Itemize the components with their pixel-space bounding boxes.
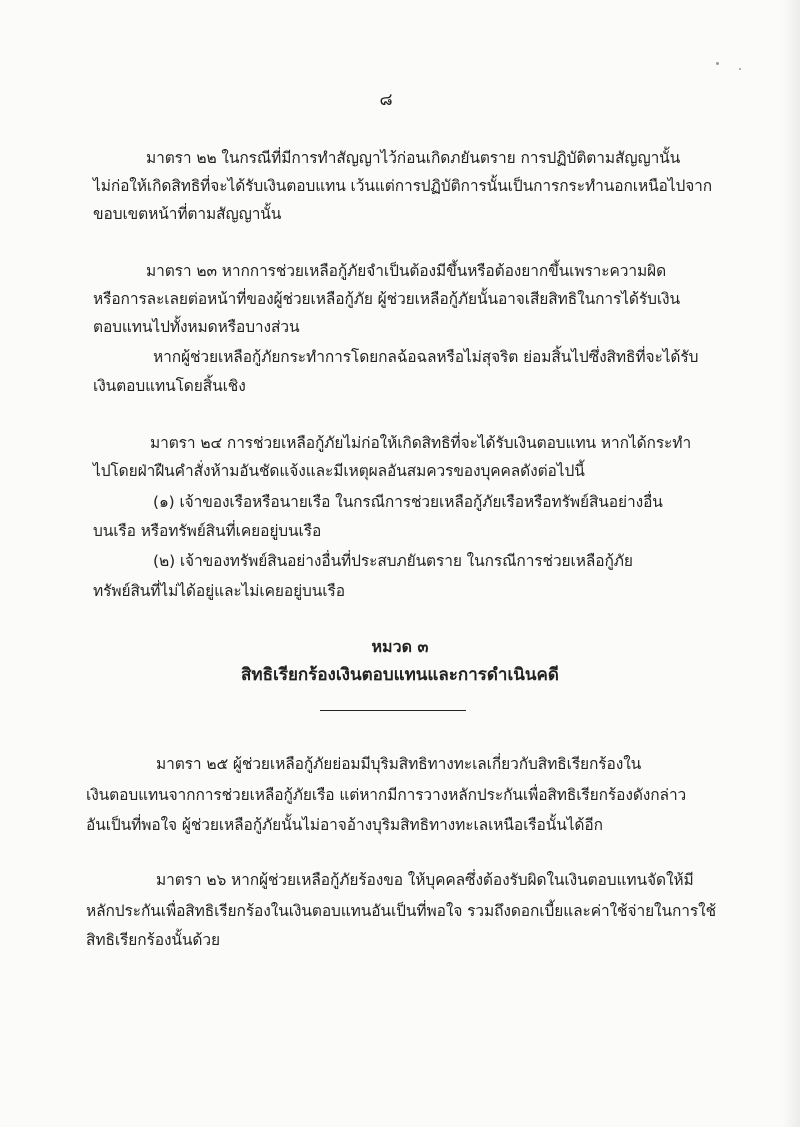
section-24-line-2: ไปโดยฝ่าฝืนคำสั่งห้ามอันชัดแจ้งและมีเหตุผลอันสมควรของบุคคลดังต่อไปนี้ [93,462,585,480]
section-26-line-2: หลักประกันเพื่อสิทธิเรียกร้องในเงินตอบแทนอันเป็นที่พอใจ รวมถึงดอกเบี้ยและค่าใช้จ่ายในการใช้ [86,902,717,920]
section-23-line-2: หรือการละเลยต่อหน้าที่ของผู้ช่วยเหลือกู้ภัย ผู้ช่วยเหลือกู้ภัยนั้นอาจเสียสิทธิในการได้รับเงิน [93,290,680,308]
section-23-line-4: หากผู้ช่วยเหลือกู้ภัยกระทำการโดยกลฉ้อฉลหรือไม่สุจริต ย่อมสิ้นไปซึ่งสิทธิที่จะได้รับ [153,348,699,366]
section-23-line-1: มาตรา ๒๓ หากการช่วยเหลือกู้ภัยจำเป็นต้องมีขึ้นหรือต้องยากขึ้นเพราะความผิด [146,262,667,280]
section-24-line-1: มาตรา ๒๔ การช่วยเหลือกู้ภัยไม่ก่อให้เกิดสิทธิที่จะได้รับเงินตอบแทน หากได้กระทำ [150,434,692,452]
section-22-line-2: ไม่ก่อให้เกิดสิทธิที่จะได้รับเงินตอบแทน เว้นแต่การปฏิบัติการนั้นเป็นการกระทำนอกเหนือไปจาก [93,177,713,195]
section-26-line-3: สิทธิเรียกร้องนั้นด้วย [86,931,220,949]
scan-speck [739,68,741,70]
section-24-line-6: ทรัพย์สินที่ไม่ได้อยู่และไม่เคยอยู่บนเรือ [93,582,345,600]
section-22-line-3: ขอบเขตหน้าที่ตามสัญญานั้น [93,205,282,223]
section-25-line-2: เงินตอบแทนจากการช่วยเหลือกู้ภัยเรือ แต่หากมีการวางหลักประกันเพื่อสิทธิเรียกร้องดังกล่าว [86,786,687,804]
section-23-line-3: ตอบแทนไปทั้งหมดหรือบางส่วน [93,318,300,336]
section-24-line-3: (๑) เจ้าของเรือหรือนายเรือ ในกรณีการช่วยเหลือกู้ภัยเรือหรือทรัพย์สินอย่างอื่น [153,493,663,511]
section-25-line-1: มาตรา ๒๕ ผู้ช่วยเหลือกู้ภัยย่อมมีบุริมสิทธิทางทะเลเกี่ยวกับสิทธิเรียกร้องใน [156,755,642,773]
scan-speck [716,62,719,65]
chapter-number: หมวด ๓ [371,637,429,656]
section-23-line-5: เงินตอบแทนโดยสิ้นเชิง [93,377,246,395]
section-24-line-4: บนเรือ หรือทรัพย์สินที่เคยอยู่บนเรือ [93,522,322,540]
chapter-title: สิทธิเรียกร้องเงินตอบแทนและการดำเนินคดี [241,665,559,685]
section-25-line-3: อันเป็นที่พอใจ ผู้ช่วยเหลือกู้ภัยนั้นไม่อาจอ้างบุริมสิทธิทางทะเลเหนือเรือนั้นได้อีก [86,816,603,834]
chapter-divider [320,710,466,711]
page-number: ๘ [379,90,393,110]
section-26-line-1: มาตรา ๒๖ หากผู้ช่วยเหลือกู้ภัยร้องขอ ให้บุคคลซึ่งต้องรับผิดในเงินตอบแทนจัดให้มี [156,871,694,889]
section-22-line-1: มาตรา ๒๒ ในกรณีที่มีการทำสัญญาไว้ก่อนเกิดภยันตราย การปฏิบัติตามสัญญานั้น [146,149,681,167]
section-24-line-5: (๒) เจ้าของทรัพย์สินอย่างอื่นที่ประสบภยันตราย ในกรณีการช่วยเหลือกู้ภัย [153,552,633,570]
scan-shadow [782,0,800,1127]
